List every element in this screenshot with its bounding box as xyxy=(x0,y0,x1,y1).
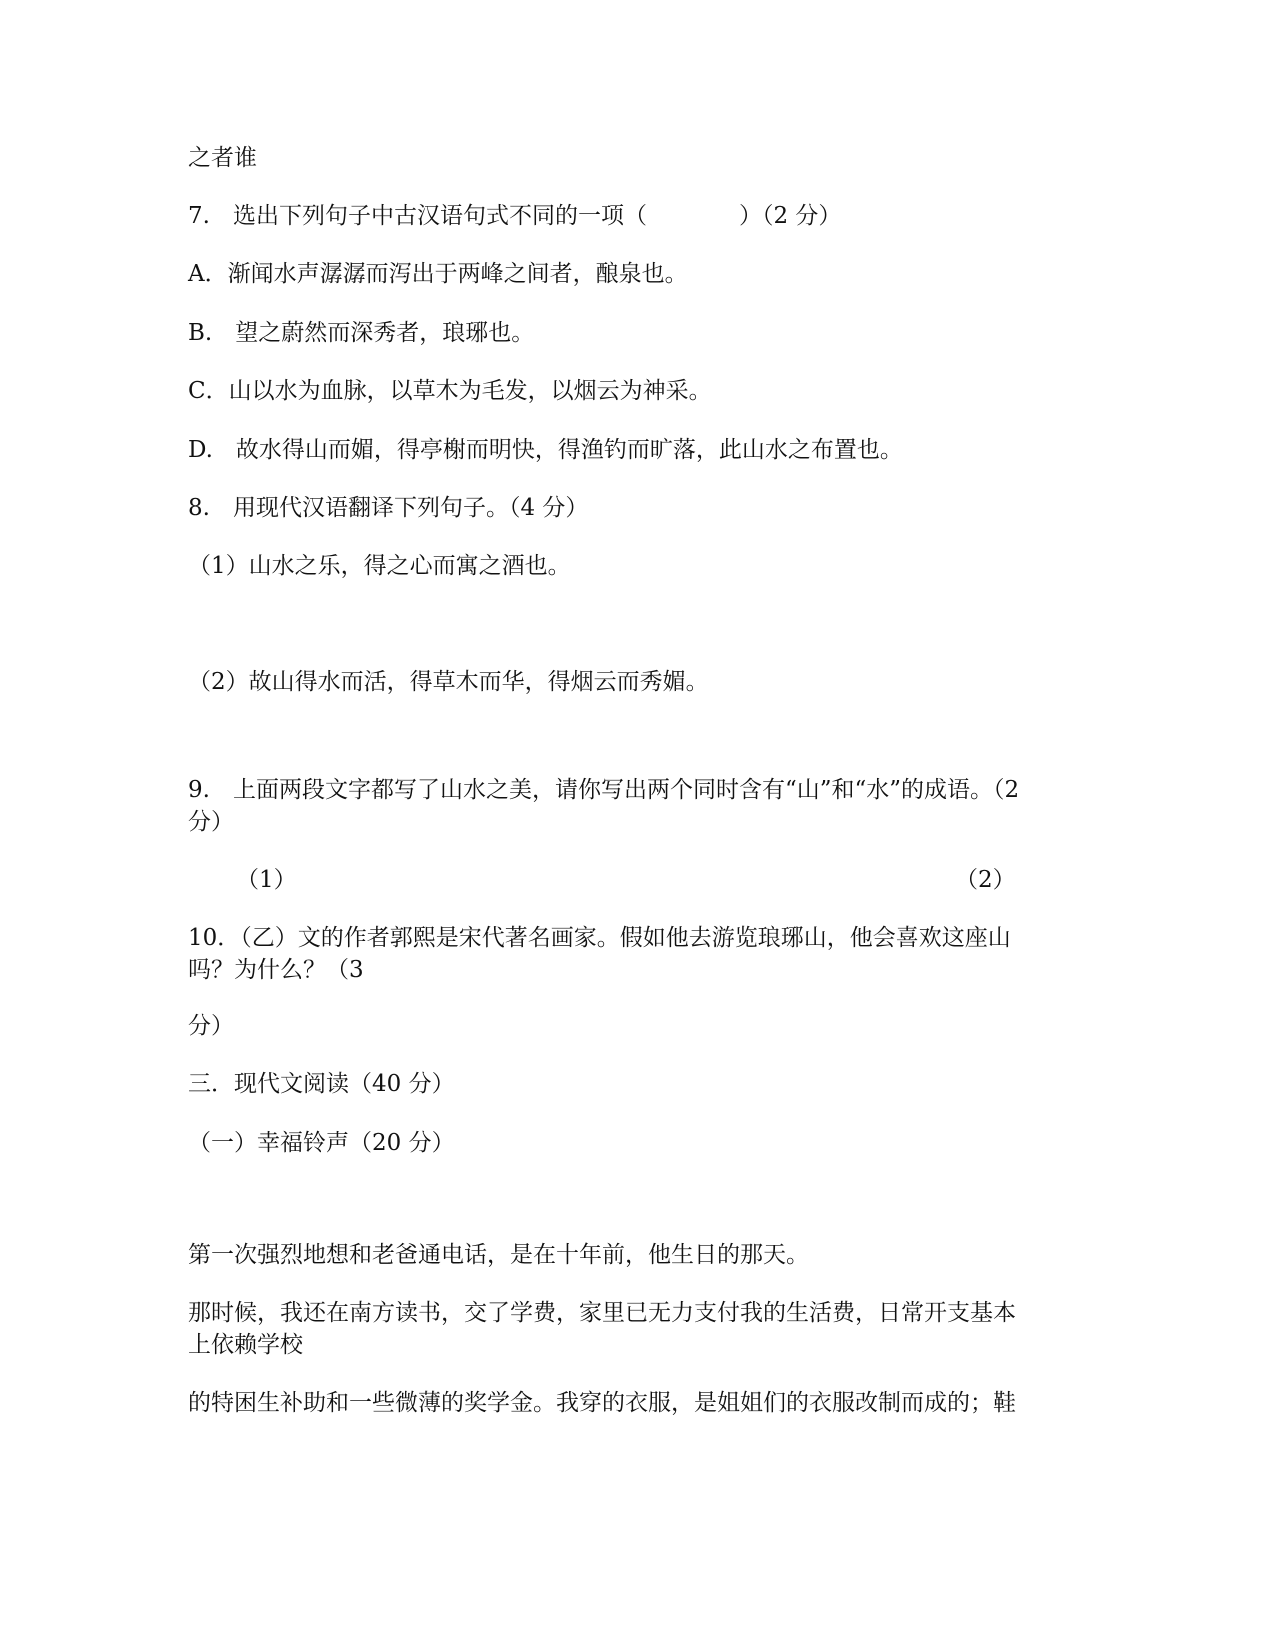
paragraph-1: 第一次强烈地想和老爸通电话，是在十年前，他生日的那天。 xyxy=(188,1242,809,1268)
question-8-stem: 8. 用现代汉语翻译下列句子。（4 分） xyxy=(188,495,589,521)
question-9-stem-line-2: 分） xyxy=(188,809,234,835)
question-9-answer-1-label: （1） xyxy=(236,867,297,893)
question-7-option-c: C．山以水为血脉，以草木为毛发，以烟云为神采。 xyxy=(188,378,712,404)
question-8-item-2: （2）故山得水而活，得草木而华，得烟云而秀媚。 xyxy=(188,669,709,695)
question-10-stem-line-2: 吗？为什么？（3 xyxy=(188,957,364,983)
section-3-subheading: （一）幸福铃声（20 分） xyxy=(188,1130,455,1156)
section-3-heading: 三．现代文阅读（40 分） xyxy=(188,1071,455,1097)
question-9-stem-line-1: 9. 上面两段文字都写了山水之美，请你写出两个同时含有“山”和“水”的成语。（2 xyxy=(188,777,1020,803)
continuation-text: 之者谁 xyxy=(188,145,257,171)
paragraph-2-line-2: 上依赖学校 xyxy=(188,1332,303,1358)
question-10-stem-line-3: 分） xyxy=(188,1013,234,1039)
question-8-item-1: （1）山水之乐，得之心而寓之酒也。 xyxy=(188,553,571,579)
question-7-option-d: D. 故水得山而媚，得亭榭而明快，得渔钓而旷落，此山水之布置也。 xyxy=(188,437,903,463)
question-10-stem-line-1: 10．（乙）文的作者郭熙是宋代著名画家。假如他去游览琅琊山，他会喜欢这座山 xyxy=(188,925,1011,951)
question-9-answer-2-label: （2） xyxy=(955,867,1016,893)
question-7-option-a: A．渐闻水声潺潺而泻出于两峰之间者，酿泉也。 xyxy=(188,261,688,287)
question-7-option-b: B. 望之蔚然而深秀者，琅琊也。 xyxy=(188,320,535,346)
paragraph-2-line-1: 那时候，我还在南方读书，交了学费，家里已无力支付我的生活费，日常开支基本 xyxy=(188,1300,1016,1326)
question-7-stem: 7. 选出下列句子中古汉语句式不同的一项（ ）（2 分） xyxy=(188,203,842,229)
paragraph-3-line-1: 的特困生补助和一些微薄的奖学金。我穿的衣服，是姐姐们的衣服改制而成的；鞋 xyxy=(188,1390,1016,1416)
